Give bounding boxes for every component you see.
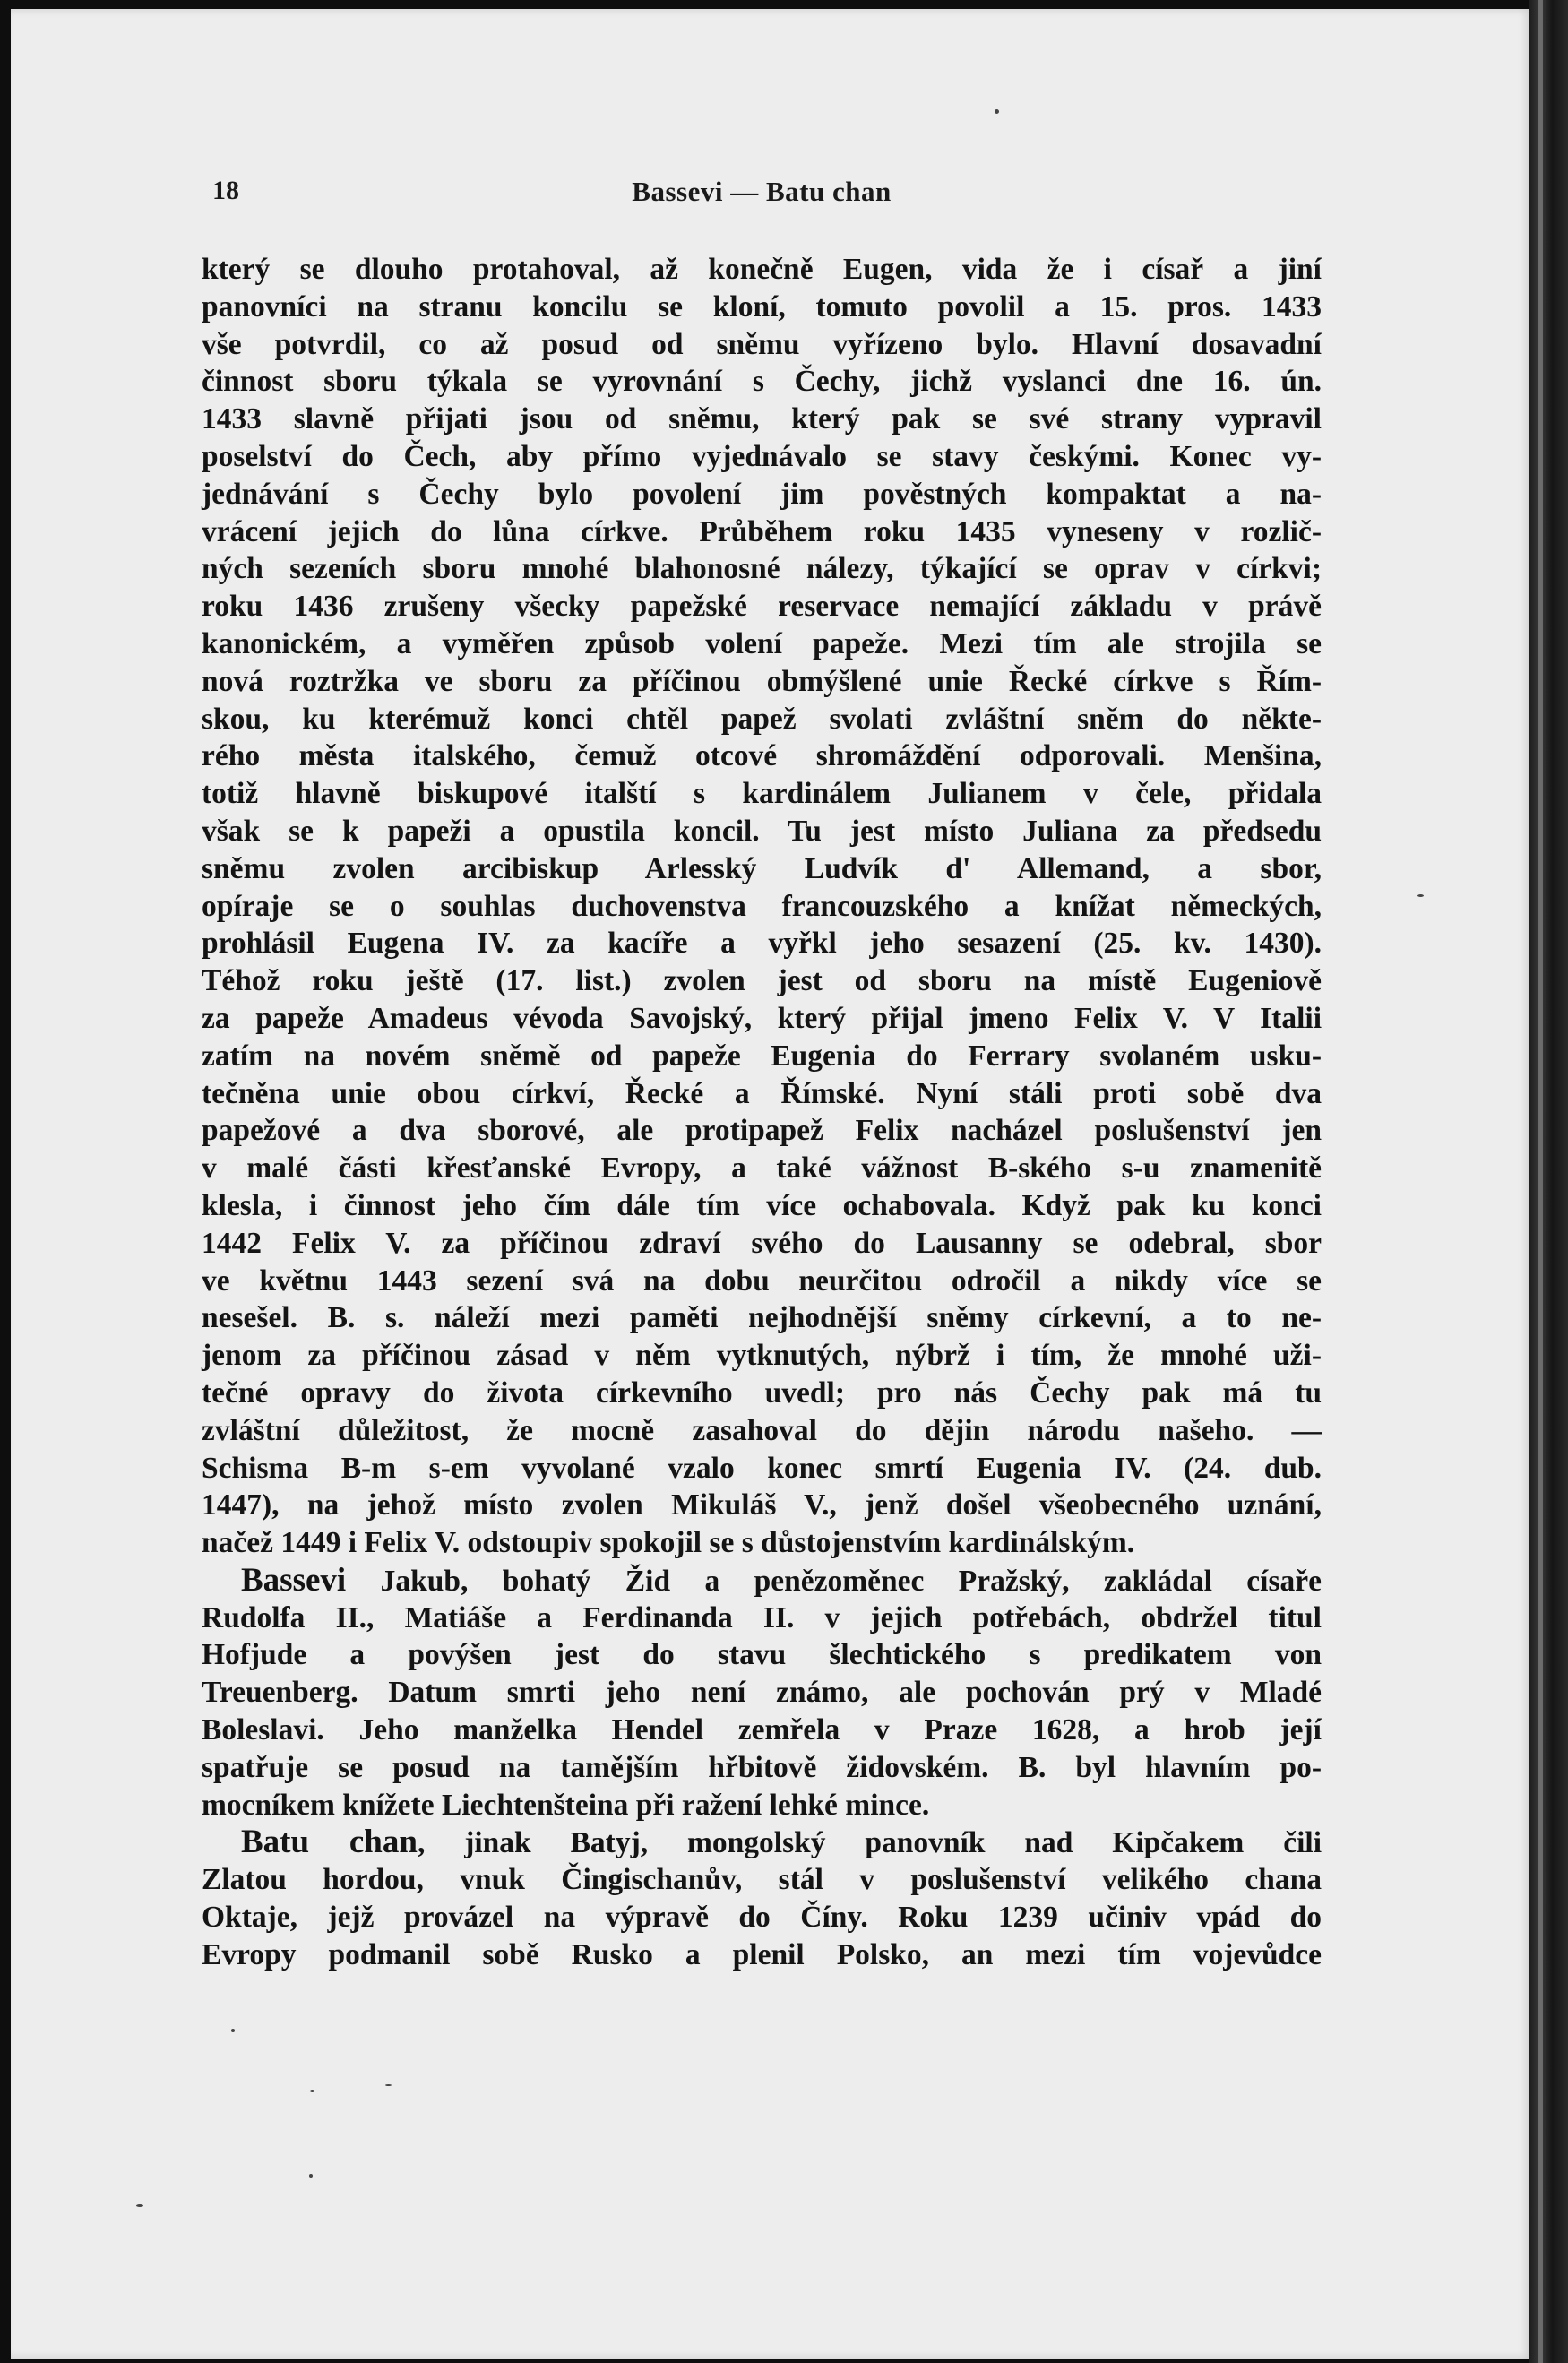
text-line: Rudolfa II., Matiáše a Ferdinanda II. v jejich potřebách, obdržel titul — [202, 1600, 1322, 1634]
print-speck — [1417, 894, 1424, 897]
spine-edge — [1538, 0, 1543, 2363]
text-line: panovníci na stranu koncilu se kloní, tomuto povolil a 15. pros. 1433 — [202, 289, 1322, 323]
print-speck — [310, 2090, 314, 2092]
text-line: Boleslavi. Jeho manželka Hendel zemřela v Praze 1628, a hrob její — [202, 1713, 1322, 1747]
text-line: Treuenberg. Datum smrti jeho není známo, ale pochován prý v Mladé — [202, 1676, 1322, 1710]
text-line: ných sezeních sboru mnohé blahonosné nálezy, týkající se oprav v církvi; — [202, 552, 1322, 586]
text-line: papežové a dva sborové, ale protipapež Felix nacházel poslušenství jen — [202, 1114, 1322, 1148]
text-line: tečné opravy do života církevního uvedl; pro nás Čechy pak má tu — [202, 1376, 1322, 1410]
entry-line-batu-chan: Batu chan, jinak Batyj, mongolský panovník nad Kipčakem čili — [241, 1824, 1322, 1861]
text-line: Hofjude a povýšen jest do stavu šlechtického s predikatem von — [202, 1638, 1322, 1672]
page-number: 18 — [212, 176, 239, 205]
text-line: nová roztržka ve sboru za příčinou obmýšlené unie Řecké církve s Řím- — [202, 664, 1322, 698]
entry-headword: Batu chan — [241, 1824, 418, 1861]
book-spine-shadow — [1529, 0, 1568, 2363]
text-line: činnost sboru týkala se vyrovnání s Čechy, jichž vyslanci dne 16. ún. — [202, 365, 1322, 399]
text-line: mocníkem knížete Liechtenšteina při ražení lehké mince. — [202, 1788, 930, 1822]
text-line: za papeže Amadeus vévoda Savojský, který přijal jmeno Felix V. V Italii — [202, 1001, 1322, 1035]
text-line: 1433 slavně přijati jsou od sněmu, který pak se své strany vypravil — [202, 402, 1322, 436]
text-line: Schisma B-m s-em vyvolané vzalo konec smrtí Eugenia IV. (24. dub. — [202, 1451, 1322, 1485]
entry-line-bassevi: Bassevi Jakub, bohatý Žid a penězoměnec Pražský, zakládal císaře — [241, 1561, 1322, 1599]
page-header — [202, 176, 1322, 219]
text-line: opíraje se o souhlas duchovenstva francouzského a knížat německých, — [202, 889, 1322, 923]
text-line: zatím na novém sněmě od papeže Eugenia do Ferrary svolaném usku- — [202, 1039, 1322, 1073]
print-speck — [231, 2029, 235, 2032]
text-line: sněmu zvolen arcibiskup Arlesský Ludvík d' Allemand, a sbor, — [202, 851, 1322, 885]
text-line: však se k papeži a opustila koncil. Tu jest místo Juliana za předsedu — [202, 814, 1322, 848]
entry-headword: Bassevi — [241, 1561, 347, 1599]
text-line: jenom za příčinou zásad v něm vytknutých, nýbrž i tím, že mnohé uži- — [202, 1339, 1322, 1373]
text-line: vrácení jejich do lůna církve. Průběhem roku 1435 vyneseny v rozlič- — [202, 514, 1322, 548]
text-line: vše potvrdil, co až posud od sněmu vyřízeno bylo. Hlavní dosavadní — [202, 327, 1322, 361]
text-line: klesla, i činnost jeho čím dále tím více ochabovala. Když pak ku konci — [202, 1188, 1322, 1222]
text-line: spatřuje se posud na tamějším hřbitově židovském. B. byl hlavním po- — [202, 1750, 1322, 1784]
text-line: ve květnu 1443 sezení svá na dobu neurčitou odročil a nikdy více se — [202, 1263, 1322, 1298]
text-line: rého města italského, čemuž otcové shromáždění odporovali. Menšina, — [202, 739, 1322, 773]
text-line: nesešel. B. s. náleží mezi paměti nejhodnější sněmy církevní, a to ne- — [202, 1301, 1322, 1335]
text-line: tečněna unie obou církví, Řecké a Římské. Nyní stáli proti sobě dva — [202, 1076, 1322, 1110]
text-line: 1447), na jehož místo zvolen Mikuláš V., jenž došel všeobecného uznání, — [202, 1488, 1322, 1522]
print-speck — [995, 109, 999, 114]
text-line: načež 1449 i Felix V. odstoupiv spokojil se s důstojenstvím kardinálským. — [202, 1526, 1135, 1560]
print-speck — [309, 2174, 313, 2178]
text-line: zvláštní důležitost, že mocně zasahoval do dějin národu našeho. — — [202, 1413, 1322, 1447]
text-line: kanonickém, a vyměřen způsob volení papeže. Mezi tím ale strojila se — [202, 626, 1322, 660]
text-line: poselství do Čech, aby přímo vyjednávalo se stavy českými. Konec vy- — [202, 439, 1322, 473]
text-line: prohlásil Eugena IV. za kacíře a vyřkl jeho sesazení (25. kv. 1430). — [202, 927, 1322, 961]
text-line: Téhož roku ještě (17. list.) zvolen jest od sboru na místě Eugeniově — [202, 964, 1322, 998]
print-speck — [385, 2084, 392, 2086]
text-line: jednávání s Čechy bylo povolení jim pověstných kompaktat a na- — [202, 477, 1322, 511]
body-text — [202, 251, 1322, 1974]
text-line: Oktaje, jejž provázel na výpravě do Číny. Roku 1239 učiniv vpád do — [202, 1901, 1322, 1935]
print-speck — [136, 2204, 143, 2207]
text-line: totiž hlavně biskupové italští s kardinálem Julianem v čele, přidala — [202, 777, 1322, 811]
text-line: v malé části křesťanské Evropy, a také vážnost B-ského s-u znamenitě — [202, 1151, 1322, 1186]
text-line: který se dlouho protahoval, až konečně Eugen, vida že i císař a jiní — [202, 253, 1322, 286]
text-line: roku 1436 zrušeny všecky papežské reservace nemající základu v právě — [202, 590, 1322, 624]
text-line: skou, ku kterémuž konci chtěl papež svolati zvláštní sněm do někte- — [202, 702, 1322, 736]
text-line: 1442 Felix V. za příčinou zdraví svého do Lausanny se odebral, sbor — [202, 1226, 1322, 1260]
running-head: Bassevi — Batu chan — [632, 176, 892, 207]
text-line: Evropy podmanil sobě Rusko a plenil Polsko, an mezi tím vojevůdce — [202, 1937, 1322, 1971]
text-line: Zlatou hordou, vnuk Čingischanův, stál v poslušenství velikého chana — [202, 1863, 1322, 1897]
